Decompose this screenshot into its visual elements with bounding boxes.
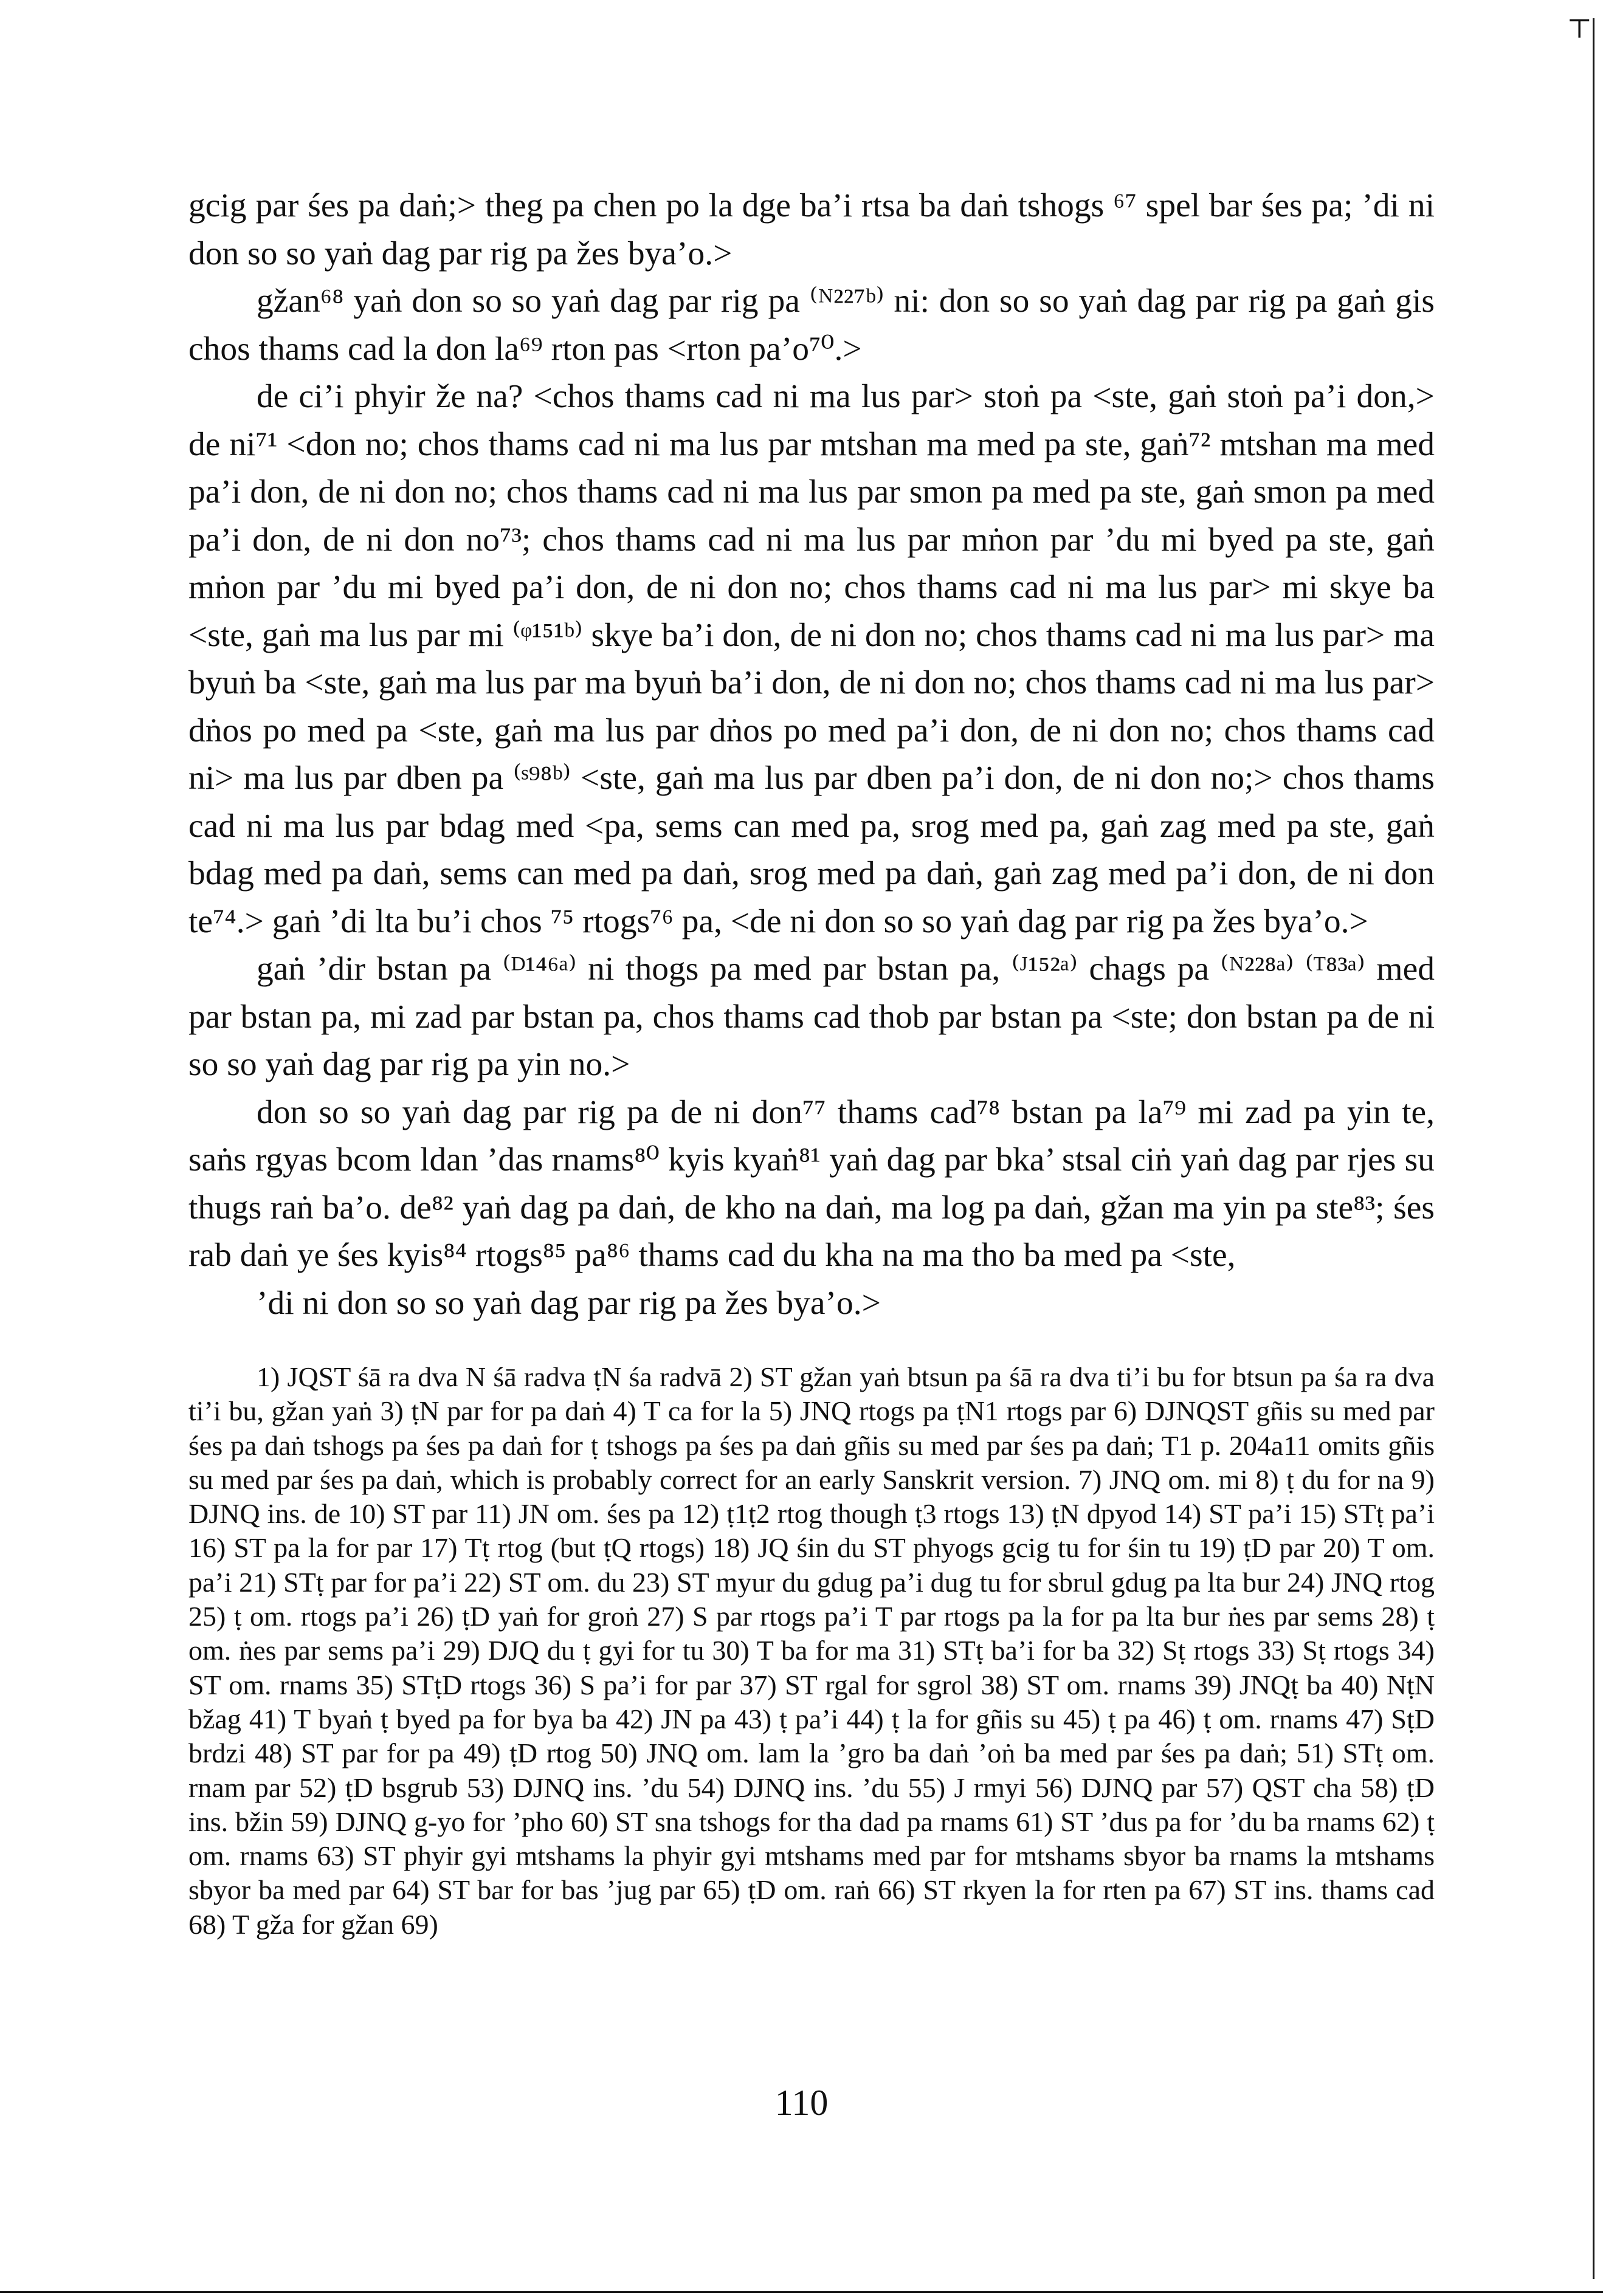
main-text: [188, 182, 1435, 1327]
footnote-text: 1) JQST śā ra dva N śā radva ṭN śa radvā 2) ST gžan yaṅ btsun pa śā ra dva ti’i bu for btsun pa śa ra dva ti’i bu, gžan yaṅ 3) ṭN par for pa daṅ 4) T ca for la 5) JNQ rtogs pa ṭN1 rtogs par 6) DJNQST gñis su med par śes pa daṅ tshogs pa śes pa daṅ for ṭ tshogs pa śes pa daṅ gñis su med par śes pa daṅ; T1 p. 204a11 omits gñis su med par śes pa daṅ, which is probably correct for an early Sanskrit version. 7) JNQ om. mi 8) ṭ du for na 9) DJNQ ins. de 10) ST par 11) JN om. śes pa 12) ṭ1ṭ2 rtog though ṭ3 rtogs 13) ṭN dpyod 14) ST pa’i 15) STṭ pa’i 16) ST pa la for par 17) Tṭ rtog (but ṭQ rtogs) 18) JQ śin du ST phyogs gcig tu for śin tu 19) ṭD par 20) T om. pa’i 21) STṭ par for pa’i 22) ST om. du 23) ST myur du gdug pa’i dug tu for sbrul gdug pa lta bur 24) JNQ rtog 25) ṭ om. rtogs pa’i 26) ṭD yaṅ for groṅ 27) S par rtogs pa’i T par rtogs pa la for pa lta bur ṅes par sems 28) ṭ om. ṅes par sems pa’i 29) DJQ du ṭ gyi for tu 30) T ba for ma 31) STṭ ba’i for ba 32) Sṭ rtogs 33) Sṭ rtogs 34) ST om. rnams 35) STṭD rtogs 36) S pa’i for par 37) ST rgal for sgrol 38) ST om. rnams 39) JNQṭ ba 40) NṭN bžag 41) T byaṅ ṭ byed pa for bya ba 42) JN pa 43) ṭ pa’i 44) ṭ la for gñis su 45) ṭ pa 46) ṭ om. rnams 47) SṭD brdzi 48) ST par for pa 49) ṭD rtog 50) JNQ om. lam la ’gro ba daṅ ’oṅ ba med par śes pa daṅ; 51) STṭ om. rnam par 52) ṭD bsgrub 53) DJNQ ins. ’du 54) DJNQ ins. ’du 55) J rmyi 56) DJNQ par 57) QST cha 58) ṭD ins. bžin 59) DJNQ g-yo for ’pho 60) ST sna tshogs for tha dad pa rnams 61) ST ’dus pa for ’du ba rnams 62) ṭ om. rnams 63) ST phyir gyi mtshams la phyir gyi mtshams med par for mtshams sbyor ba rnams la mtshams sbyor ba med par 64) ST bar for bas ’jug par 65) ṭD om. raṅ 66) ST rkyen la for rten pa 67) ST ins. thams cad 68) T gža for gžan 69): [188, 1361, 1435, 1940]
page-number: 110: [774, 2083, 829, 2123]
page-edge-bottom: [0, 2291, 1603, 2293]
paragraph-5: don so so yaṅ dag par rig pa de ni don⁷⁷ thams cad⁷⁸ bstan pa la⁷⁹ mi zad pa yin te, saṅs rgyas bcom ldan ’das rnams⁸⁰ kyis kyaṅ⁸¹ yaṅ dag par bka’ stsal ciṅ yaṅ dag par rjes su thugs raṅ ba’o. de⁸² yaṅ dag pa daṅ, de kho na daṅ, ma log pa daṅ, gžan ma yin pa ste⁸³; śes rab daṅ ye śes kyis⁸⁴ rtogs⁸⁵ pa⁸⁶ thams cad du kha na ma tho ba med pa ˂ste,: [188, 1093, 1435, 1274]
paragraph-6: ’di ni don so so yaṅ dag par rig pa žes bya’o.˃: [257, 1284, 881, 1322]
paragraph-3: de ci’i phyir že na? ˂chos thams cad ni ma lus par˃ stoṅ pa ˂ste, gaṅ stoṅ pa’i don,˃ de ni⁷¹ ˂don no; chos thams cad ni ma lus par mtshan ma med pa ste, gaṅ⁷² mtshan ma med pa’i don, de ni don no; chos thams cad ni ma lus par smon pa med pa ste, gaṅ smon pa med pa’i don, de ni don no⁷³; chos thams cad ni ma lus par mṅon par ’du mi byed pa ste, gaṅ mṅon par ’du mi byed pa’i don, de ni don no; chos thams cad ni ma lus par˃ mi skye ba ˂ste, gaṅ ma lus par mi ⁽ᵠ¹⁵¹ᵇ⁾ skye ba’i don, de ni don no; chos thams cad ni ma lus par˃ ma byuṅ ba ˂ste, gaṅ ma lus par ma byuṅ ba’i don, de ni don no; chos thams cad ni ma lus par˃ dṅos po med pa ˂ste, gaṅ ma lus par dṅos po med pa’i don, de ni don no; chos thams cad ni˃ ma lus par dben pa ⁽ˢ⁹⁸ᵇ⁾ ˂ste, gaṅ ma lus par dben pa’i don, de ni don no;˃ chos thams cad ni ma lus par bdag med ˂pa, sems can med pa, srog med pa, gaṅ zag med pa ste, gaṅ bdag med pa daṅ, sems can med pa daṅ, srog med pa daṅ, gaṅ zag med pa’i don, de ni don te⁷⁴.˃ gaṅ ’di lta bu’i chos ⁷⁵ rtogs⁷⁶ pa, ˂de ni don so so yaṅ dag par rig pa žes bya’o.˃: [188, 378, 1435, 940]
corner-mark: ⊤: [1567, 14, 1592, 44]
paragraph-4: gaṅ ’dir bstan pa ⁽ᴰ¹⁴⁶ᵃ⁾ ni thogs pa med par bstan pa, ⁽ᴶ¹⁵²ᵃ⁾ chags pa ⁽ᴺ²²⁸ᵃ⁾ ⁽ᵀ⁸³ᵃ⁾ med par bstan pa, mi zad par bstan pa, chos thams cad thob par bstan pa ˂ste; don bstan pa de ni so so yaṅ dag par rig pa yin no.˃: [188, 950, 1435, 1083]
footnotes: [188, 1360, 1435, 1942]
page-edge-right: [1593, 18, 1594, 2279]
paragraph-1: gcig par śes pa daṅ;˃ theg pa chen po la dge ba’i rtsa ba daṅ tshogs ⁶⁷ spel bar śes pa; ’di ni don so so yaṅ dag par rig pa žes bya’o.˃: [188, 187, 1435, 272]
paragraph-2: gžan⁶⁸ yaṅ don so so yaṅ dag par rig pa ⁽ᴺ²²⁷ᵇ⁾ ni: don so so yaṅ dag par rig pa gaṅ gis chos thams cad la don la⁶⁹ rton pas ˂rton pa’o⁷⁰.˃: [188, 283, 1435, 368]
